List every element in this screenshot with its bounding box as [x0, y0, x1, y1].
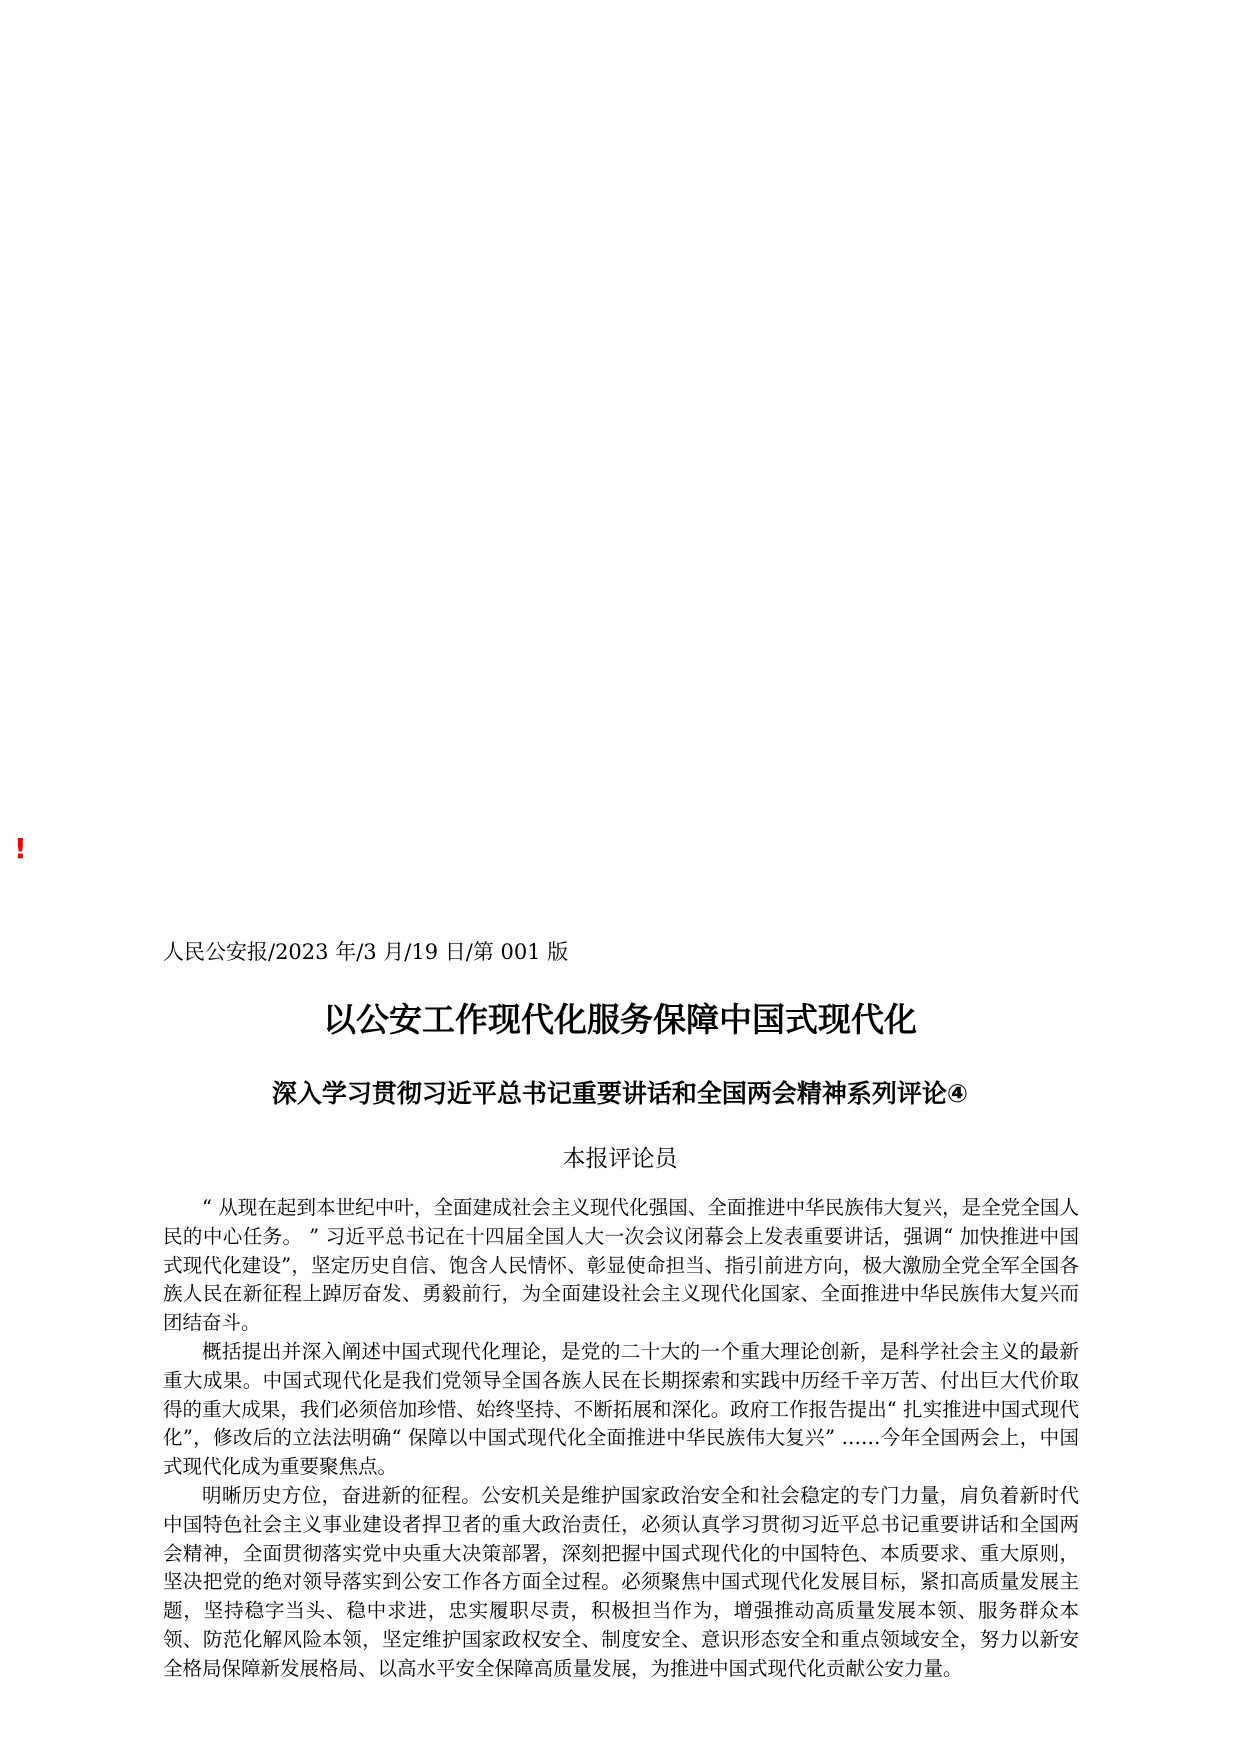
article-title: 以公安工作现代化服务保障中国式现代化: [323, 1000, 917, 1039]
article-source: 人民公安报/2023 年/3 月/19 日/第 001 版: [163, 940, 569, 964]
paragraph: “ 从现在起到本世纪中叶，全面建成社会主义现代化强国、全面推进中华民族伟大复兴，是全党全国人民的中心任务。 ” 习近平总书记在十四届全国人大一次会议闭幕会上发表重要讲话，强调“ 加快推进中国式现代化建设”，坚定历史自信、饱含人民情怀、彰显使命担当、指引前进方向，极大激励全党全军全国各族人民在新征程上踔厉奋发、勇毅前行，为全面建设社会主义现代化国家、全面推进中华民族伟大复兴而团结奋斗。: [163, 1196, 1079, 1335]
paragraph: 明晰历史方位，奋进新的征程。公安机关是维护国家政治安全和社会稳定的专门力量，肩负着新时代中国特色社会主义事业建设者捍卫者的重大政治责任，必须认真学习贯彻习近平总书记重要讲话和全国两会精神，全面贯彻落实党中央重大决策部署，深刻把握中国式现代化的中国特色、本质要求、重大原则，坚决把党的绝对领导落实到公安工作各方面全过程。必须聚焦中国式现代化发展目标，紧扣高质量发展主题，坚持稳字当头、稳中求进，忠实履职尽责，积极担当作为，增强推动高质量发展本领、服务群众本领、防范化解风险本领，坚定维护国家政权安全、制度安全、意识形态安全和重点领域安全，努力以新安全格局保障新发展格局、以高水平安全保障高质量发展，为推进中国式现代化贡献公安力量。: [163, 1483, 1079, 1680]
paragraph: 概括提出并深入阐述中国式现代化理论，是党的二十大的一个重大理论创新，是科学社会主义的最新重大成果。中国式现代化是我们党领导全国各族人民在长期探索和实践中历经千辛万苦、付出巨大代价取得的重大成果，我们必须倍加珍惜、始终坚持、不断拓展和深化。政府工作报告提出“ 扎实推进中国式现代化”，修改后的立法法明确“ 保障以中国式现代化全面推进中华民族伟大复兴” ……今年全国两会上，中国式现代化成为重要聚焦点。: [163, 1339, 1079, 1479]
article-subtitle: 深入学习贯彻习近平总书记重要讲话和全国两会精神系列评论④: [271, 1079, 969, 1108]
article-author: 本报评论员: [562, 1146, 678, 1172]
article-body: [163, 1194, 1079, 1684]
red-exclamation-mark: !: [14, 832, 27, 865]
